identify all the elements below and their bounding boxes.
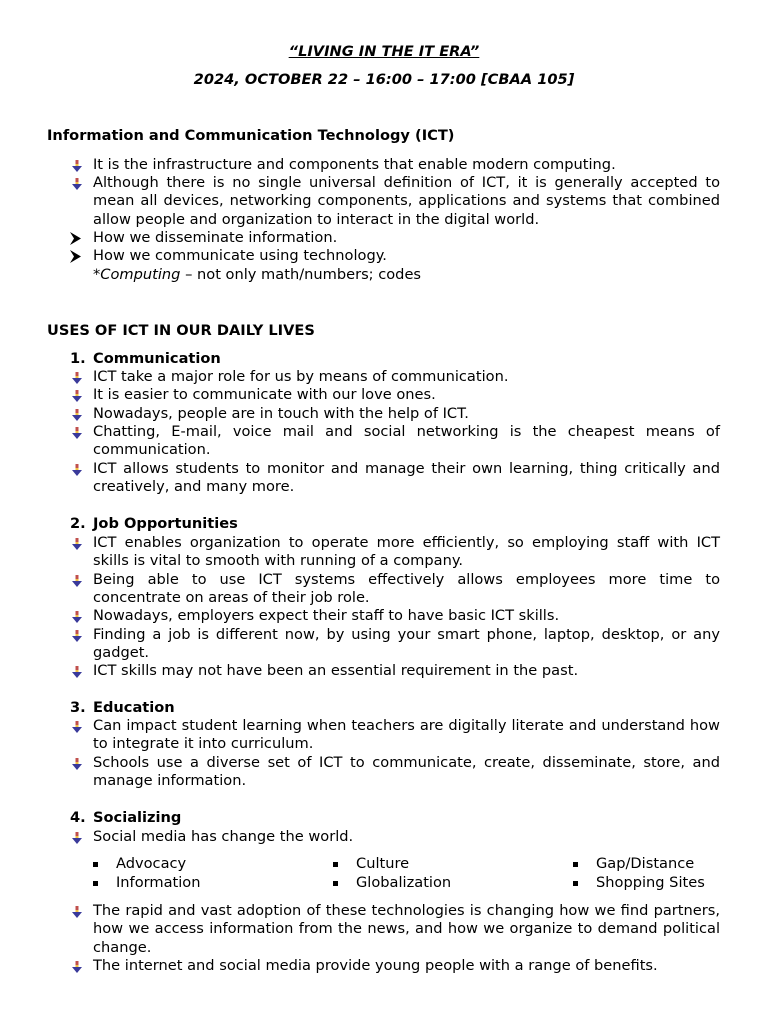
list-item: ICT allows students to monitor and manage their own learning, thing critically and creatively, and many more. xyxy=(70,460,720,497)
down-arrow-bullet-icon xyxy=(70,717,93,735)
list-item: Nowadays, employers expect their staff to have basic ICT skills. xyxy=(70,607,720,625)
list-item: How we disseminate information. xyxy=(70,229,720,247)
square-bullet-icon xyxy=(573,881,578,886)
subsection-heading-education: 3. Education xyxy=(70,699,175,716)
square-bullet-icon xyxy=(573,862,578,867)
subsection-heading-socializing: 4. Socializing xyxy=(70,809,182,826)
square-bullet-icon xyxy=(333,881,338,886)
square-bullet-icon xyxy=(93,862,98,867)
down-arrow-bullet-icon xyxy=(70,957,93,975)
list-item: ICT enables organization to operate more efficiently, so employing staff with ICT skills is vital to smooth with running of a company. xyxy=(70,534,720,571)
computing-note: *Computing – not only math/numbers; codes xyxy=(93,266,422,283)
section-heading-uses: USES OF ICT IN OUR DAILY LIVES xyxy=(47,322,315,339)
list-item: Although there is no single universal definition of ICT, it is generally accepted to mean all devices, networking components, applications and systems that combined allow people and organization to interact in the digital world. xyxy=(70,174,720,229)
document-title: “LIVING IN THE IT ERA” xyxy=(288,43,480,60)
chevron-right-icon xyxy=(70,229,93,247)
list-item: Being able to use ICT systems effectively allows employees more time to concentrate on areas of their job role. xyxy=(70,571,720,608)
list-item: Can impact student learning when teachers are digitally literate and understand how to integrate it into curriculum. xyxy=(70,717,720,754)
down-arrow-bullet-icon xyxy=(70,460,93,478)
list-item: The rapid and vast adoption of these technologies is changing how we find partners, how we access information from the news, and how we organize to demand political change. xyxy=(70,902,720,957)
down-arrow-bullet-icon xyxy=(70,754,93,772)
subsection-heading-communication: 1. Communication xyxy=(70,350,221,367)
down-arrow-bullet-icon xyxy=(70,405,93,423)
list-item: ICT take a major role for us by means of communication. xyxy=(70,368,720,386)
down-arrow-bullet-icon xyxy=(70,626,93,644)
subsection-heading-job-opportunities: 2. Job Opportunities xyxy=(70,515,238,532)
section-heading-ict: Information and Communication Technology (ICT) xyxy=(47,127,455,144)
down-arrow-bullet-icon xyxy=(70,662,93,680)
square-bullet-icon xyxy=(333,862,338,867)
list-item: Nowadays, people are in touch with the help of ICT. xyxy=(70,405,720,423)
list-item: How we communicate using technology. xyxy=(70,247,720,265)
down-arrow-bullet-icon xyxy=(70,156,93,174)
down-arrow-bullet-icon xyxy=(70,423,93,441)
chevron-right-icon xyxy=(70,247,93,265)
list-item: Chatting, E-mail, voice mail and social networking is the cheapest means of communication. xyxy=(70,423,720,460)
document-subtitle: 2024, OCTOBER 22 – 16:00 – 17:00 [CBAA 105] xyxy=(193,71,575,88)
list-item: ICT skills may not have been an essential requirement in the past. xyxy=(70,662,720,680)
down-arrow-bullet-icon xyxy=(70,534,93,552)
down-arrow-bullet-icon xyxy=(70,368,93,386)
list-item: It is the infrastructure and components that enable modern computing. xyxy=(70,156,720,174)
down-arrow-bullet-icon xyxy=(70,902,93,920)
list-item: Finding a job is different now, by using your smart phone, laptop, desktop, or any gadget. xyxy=(70,626,720,663)
down-arrow-bullet-icon xyxy=(70,607,93,625)
square-bullet-icon xyxy=(93,881,98,886)
list-item: It is easier to communicate with our love ones. xyxy=(70,386,720,404)
down-arrow-bullet-icon xyxy=(70,386,93,404)
down-arrow-bullet-icon xyxy=(70,571,93,589)
down-arrow-bullet-icon xyxy=(70,828,93,846)
document-page: “LIVING IN THE IT ERA” 2024, OCTOBER 22 – 16:00 – 17:00 [CBAA 105] Information and Communication Technology (ICT) It is the infrastructure and components that enable modern computing. Although there is no single universal definition of ICT, it is generally accepted to mean all devices, networking components, applications and systems that combined allow people and organization to interact in the digital world. How we disseminate information. How we communicate using technology. *Computing – not only math/numbers; codes USES OF ICT IN OUR DAILY LIVES 1. Communication ICT take a major role for us by means of communication. It is easier to communicate with our love ones. Nowadays, people are in touch with the help of ICT. Chatting, E-mail, voice mail and social networking is the cheapest means of communication. ICT allows students to monitor and manage their own learning, thing critically and creatively, and many more. 2. Job Opportunities ICT enables organization to operate more efficiently, so employing staff with ICT skills is vital to smooth with running of a company. Being able to use ICT systems effectively allows employees more time to concentrate on areas of their job role. Nowadays, employers expect their staff to have basic ICT skills. Finding a job is different now, by using your smart phone, laptop, desktop, or any gadget. ICT skills may not have been an essential requirement in the past. 3. Education Can impact student learning when teachers are digitally literate and understand how to integrate it into curriculum. Schools use a diverse set of ICT to communicate, create, disseminate, store, and manage information. 4. Socializing Social media has change the world. Advocacy Information Culture Globalization Gap/Distance Shopping Sites The rapid and vast adoption of these technologies is changing how we find partners, how we access information from the news, and how we organize to demand political change. The internet and social media provide young people with a range of benefits. xyxy=(0,0,768,1024)
list-item: The internet and social media provide young people with a range of benefits. xyxy=(70,957,720,975)
list-item: Schools use a diverse set of ICT to communicate, create, disseminate, store, and manage information. xyxy=(70,754,720,791)
list-item: Social media has change the world. xyxy=(70,828,720,846)
down-arrow-bullet-icon xyxy=(70,174,93,192)
